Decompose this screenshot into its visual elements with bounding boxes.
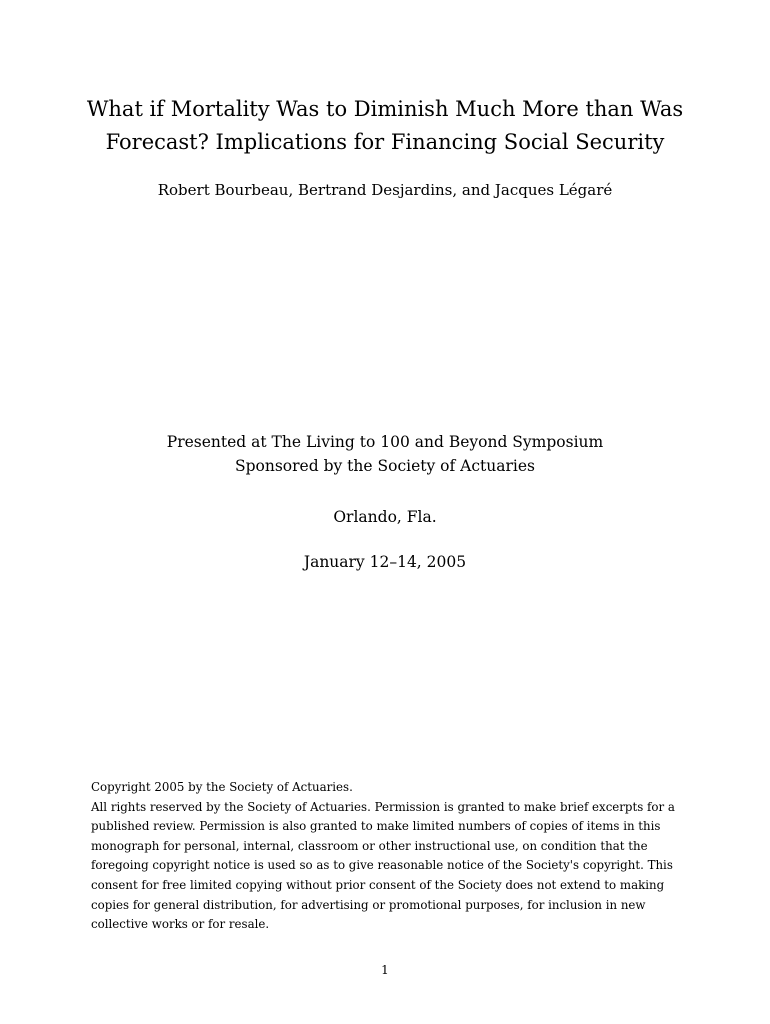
page-number: 1 xyxy=(381,963,389,977)
copyright-line: consent for free limited copying without prior consent of the Society does not extend to making xyxy=(91,877,665,892)
location: Orlando, Fla. xyxy=(333,508,437,526)
symposium-line: Presented at The Living to 100 and Beyond Symposium xyxy=(166,433,604,451)
copyright-line: foregoing copyright notice is used so as to give reasonable notice of the Society's copyright. This xyxy=(91,858,673,873)
copyright-line: published review. Permission is also granted to make limited numbers of copies of items in this xyxy=(91,819,661,834)
sponsor-line: Sponsored by the Society of Actuaries xyxy=(235,457,535,475)
title-line-2: Forecast? Implications for Financing Social Security xyxy=(105,130,665,154)
authors: Robert Bourbeau, Bertrand Desjardins, and Jacques Légaré xyxy=(157,181,613,199)
date: January 12–14, 2005 xyxy=(303,553,467,571)
copyright-line: monograph for personal, internal, classroom or other instructional use, on condition that the xyxy=(91,838,648,853)
title-line-1: What if Mortality Was to Diminish Much More than Was xyxy=(86,97,684,121)
presentation-info xyxy=(0,430,770,478)
copyright-line: Copyright 2005 by the Society of Actuaries. xyxy=(91,780,353,794)
copyright-notice xyxy=(91,778,676,935)
copyright-line: collective works or for resale. xyxy=(91,917,270,932)
copyright-line: copies for general distribution, for advertising or promotional purposes, for inclusion in new xyxy=(91,897,646,912)
paper-title xyxy=(0,93,770,159)
copyright-line: All rights reserved by the Society of Actuaries. Permission is granted to make brief excerpts for a xyxy=(91,799,675,814)
